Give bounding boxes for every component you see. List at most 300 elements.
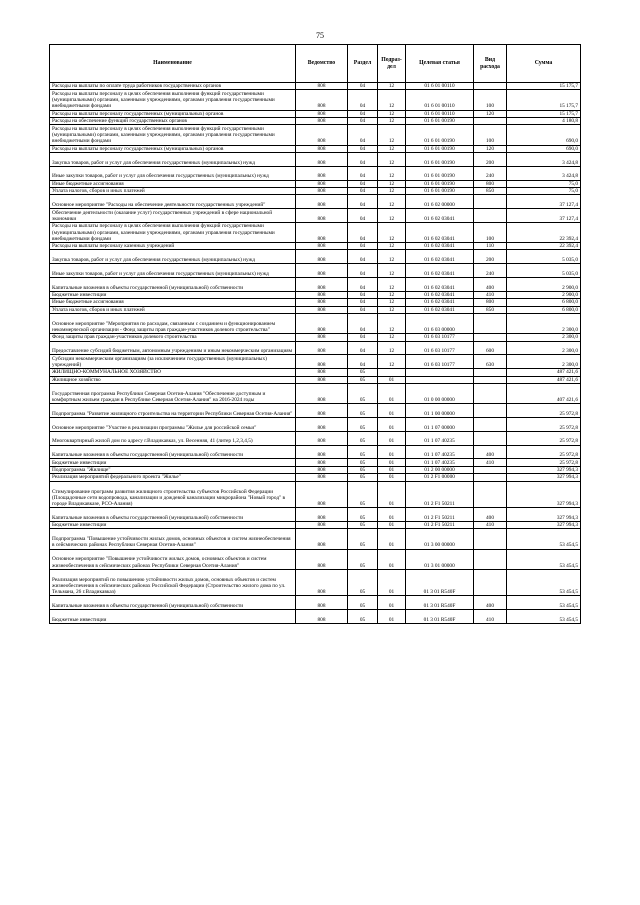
row-section: 04 <box>348 299 378 306</box>
row-exp-type: 400 <box>474 596 507 610</box>
row-exp-type <box>474 83 507 90</box>
row-section: 04 <box>348 243 378 250</box>
row-section: 04 <box>348 334 378 341</box>
row-name: Капитальные вложения в объекты государственной (муниципальной) собственности <box>50 508 296 522</box>
table-row <box>50 596 581 610</box>
row-dept: 808 <box>296 466 348 473</box>
table-row <box>50 384 581 404</box>
row-name: Многоквартирный жилой дом по адресу г.Владикавказ, ул. Весенняя, 41 (литер 1,2,3,4,5) <box>50 431 296 445</box>
row-name: Обеспечение деятельности (оказание услуг) государственных учреждений в сфере национальной экономики <box>50 209 296 223</box>
row-subsection: 12 <box>378 83 406 90</box>
row-section: 05 <box>348 508 378 522</box>
table-row <box>50 369 581 376</box>
row-section: 04 <box>348 209 378 223</box>
row-section: 04 <box>348 180 378 187</box>
row-sum: 6 800,0 <box>507 306 581 313</box>
row-section: 04 <box>348 125 378 145</box>
row-section: 04 <box>348 83 378 90</box>
table-row <box>50 222 581 242</box>
row-name: Уплата налогов, сборов и иных платежей <box>50 306 296 313</box>
row-target: 01 6 01 00190 <box>406 187 474 194</box>
row-sum: 327 994,3 <box>507 481 581 508</box>
row-subsection: 12 <box>378 180 406 187</box>
row-dept: 808 <box>296 278 348 292</box>
row-dept: 808 <box>296 90 348 110</box>
row-section: 05 <box>348 404 378 418</box>
row-name: Подпрограмма "Жилище" <box>50 466 296 473</box>
row-exp-type: 410 <box>474 610 507 624</box>
row-target: 01 2 F1 50211 <box>406 521 474 528</box>
row-name: Закупка товаров, работ и услуг для обеспечения государственных (муниципальных) нужд <box>50 250 296 264</box>
row-target: 01 3 01 R540F <box>406 569 474 596</box>
row-name: Иные бюджетные ассигнования <box>50 299 296 306</box>
row-dept: 808 <box>296 250 348 264</box>
row-target: 01 1 00 00000 <box>406 404 474 418</box>
row-target: 01 1 07 00000 <box>406 417 474 431</box>
row-section: 04 <box>348 195 378 209</box>
row-sum: 3 424,8 <box>507 166 581 180</box>
row-sum: 37 127,4 <box>507 209 581 223</box>
header-name: Наименование <box>50 45 296 83</box>
row-section: 05 <box>348 549 378 569</box>
row-section: 04 <box>348 314 378 334</box>
row-dept: 808 <box>296 264 348 278</box>
row-sum: 5 035,0 <box>507 264 581 278</box>
row-target: 01 2 F1 50211 <box>406 508 474 522</box>
row-subsection: 12 <box>378 222 406 242</box>
row-section: 05 <box>348 481 378 508</box>
table-row <box>50 83 581 90</box>
row-dept: 808 <box>296 481 348 508</box>
table-row <box>50 417 581 431</box>
row-name: Реализация мероприятий федерального проекта "Жилье" <box>50 474 296 481</box>
row-name: Основное мероприятие "Участие в реализации программы "Жилье для российской семьи" <box>50 417 296 431</box>
row-target: 01 2 F1 00000 <box>406 474 474 481</box>
row-name: Капитальные вложения в объекты государственной (муниципальной) собственности <box>50 596 296 610</box>
row-exp-type: 400 <box>474 278 507 292</box>
row-section: 05 <box>348 596 378 610</box>
row-section: 05 <box>348 569 378 596</box>
row-sum: 327 994,3 <box>507 474 581 481</box>
table-row <box>50 376 581 383</box>
row-sum: 690,0 <box>507 145 581 152</box>
table-row <box>50 334 581 341</box>
table-row <box>50 299 581 306</box>
row-target: 01 6 02 03041 <box>406 278 474 292</box>
row-exp-type <box>474 369 507 376</box>
row-target: 01 6 02 03041 <box>406 264 474 278</box>
row-name: Бюджетные инвестиции <box>50 291 296 298</box>
table-row <box>50 209 581 223</box>
header-exp-type: Вид расхода <box>474 45 507 83</box>
row-target: 01 3 01 00000 <box>406 549 474 569</box>
row-target: 01 6 03 10177 <box>406 341 474 355</box>
row-target: 01 1 07 40235 <box>406 431 474 445</box>
budget-table <box>49 44 581 624</box>
row-sum: 53 454,5 <box>507 569 581 596</box>
row-exp-type: 400 <box>474 508 507 522</box>
row-dept: 808 <box>296 569 348 596</box>
row-subsection: 12 <box>378 250 406 264</box>
row-target: 01 2 00 00000 <box>406 466 474 473</box>
row-name: Бюджетные инвестиции <box>50 610 296 624</box>
row-dept: 808 <box>296 459 348 466</box>
row-dept: 808 <box>296 596 348 610</box>
table-row <box>50 117 581 124</box>
row-sum: 3 424,8 <box>507 152 581 166</box>
header-target: Целевая статья <box>406 45 474 83</box>
row-section: 04 <box>348 222 378 242</box>
row-sum: 6 800,0 <box>507 299 581 306</box>
row-sum: 15 175,7 <box>507 90 581 110</box>
row-name: Реализация мероприятий по повышению устойчивости жилых домов, основных объектов и систем жизнеобеспечения в сейсмических районах Российской Федерации (Строительство жилого дома по ул. Тельмана, 26 г.Владикавказ) <box>50 569 296 596</box>
row-sum: 75,0 <box>507 187 581 194</box>
row-subsection: 01 <box>378 549 406 569</box>
row-exp-type: 400 <box>474 445 507 459</box>
row-subsection: 12 <box>378 117 406 124</box>
row-target: 01 6 01 00110 <box>406 90 474 110</box>
row-name: Основное мероприятие "Мероприятия по расходам, связанным с созданием и функционированием некоммерческой организации - Фонд защиты прав граждан-участников долевого строительства" <box>50 314 296 334</box>
row-sum: 37 127,4 <box>507 195 581 209</box>
row-target: 01 6 02 03041 <box>406 299 474 306</box>
row-subsection: 12 <box>378 187 406 194</box>
row-exp-type: 120 <box>474 110 507 117</box>
row-target: 01 6 01 00190 <box>406 180 474 187</box>
row-subsection: 01 <box>378 596 406 610</box>
row-target: 01 6 01 00110 <box>406 83 474 90</box>
row-sum: 25 972,8 <box>507 459 581 466</box>
row-name: Стимулирование программ развития жилищного строительства субъектов Российской Федерации (Площадочные сети водопровода, канализации и дождевой канализации микрорайона "Новый город" в городе Владикавказе, РСО-Алания) <box>50 481 296 508</box>
row-dept: 808 <box>296 474 348 481</box>
row-exp-type <box>474 417 507 431</box>
row-exp-type: 800 <box>474 180 507 187</box>
row-name: Иные закупки товаров, работ и услуг для обеспечения государственных (муниципальных) нужд <box>50 166 296 180</box>
row-subsection: 01 <box>378 610 406 624</box>
row-name: Расходы на выплаты персоналу в целях обеспечения выполнения функций государственными (муниципальными) органами, казенными учреждениями, органами управления государственными внебюджетными фондами <box>50 90 296 110</box>
row-name: Иные закупки товаров, работ и услуг для обеспечения государственных (муниципальных) нужд <box>50 264 296 278</box>
row-target: 01 1 07 40235 <box>406 445 474 459</box>
row-section: 05 <box>348 445 378 459</box>
row-section: 04 <box>348 341 378 355</box>
row-sum: 2 900,0 <box>507 278 581 292</box>
row-target: 01 6 03 10177 <box>406 355 474 369</box>
table-row <box>50 431 581 445</box>
row-subsection: 12 <box>378 264 406 278</box>
row-exp-type: 120 <box>474 145 507 152</box>
row-dept: 808 <box>296 549 348 569</box>
row-dept: 808 <box>296 243 348 250</box>
row-section: 05 <box>348 474 378 481</box>
row-section: 04 <box>348 291 378 298</box>
row-dept: 808 <box>296 180 348 187</box>
table-row <box>50 166 581 180</box>
row-section: 04 <box>348 117 378 124</box>
row-target: 01 6 02 03041 <box>406 291 474 298</box>
table-row <box>50 529 581 549</box>
table-row <box>50 474 581 481</box>
row-sum: 53 454,5 <box>507 549 581 569</box>
row-dept: 808 <box>296 376 348 383</box>
row-exp-type: 200 <box>474 250 507 264</box>
row-subsection: 01 <box>378 404 406 418</box>
row-subsection: 12 <box>378 334 406 341</box>
row-sum: 487 421,6 <box>507 376 581 383</box>
table-header-row <box>50 45 581 83</box>
row-subsection: 01 <box>378 384 406 404</box>
table-row <box>50 306 581 313</box>
row-name: Подпрограмма "Повышение устойчивости жилых домов, основных объектов и систем жизнеобеспечения в сейсмических районах Республики Северная Осетия-Алания" <box>50 529 296 549</box>
row-subsection: 01 <box>378 431 406 445</box>
row-dept: 808 <box>296 334 348 341</box>
table-row <box>50 459 581 466</box>
table-body <box>50 83 581 624</box>
row-exp-type <box>474 195 507 209</box>
row-section: 05 <box>348 369 378 376</box>
table-row <box>50 250 581 264</box>
header-section: Раздел <box>348 45 378 83</box>
row-target: 01 6 02 03041 <box>406 209 474 223</box>
row-section: 05 <box>348 431 378 445</box>
row-dept: 808 <box>296 145 348 152</box>
row-target: 01 6 01 00190 <box>406 125 474 145</box>
row-dept: 808 <box>296 314 348 334</box>
row-subsection: 01 <box>378 376 406 383</box>
header-sum: Сумма <box>507 45 581 83</box>
row-target <box>406 369 474 376</box>
row-sum: 22 392,4 <box>507 222 581 242</box>
row-sum: 25 972,8 <box>507 445 581 459</box>
row-dept: 808 <box>296 404 348 418</box>
row-sum: 327 994,3 <box>507 521 581 528</box>
row-dept: 808 <box>296 125 348 145</box>
row-target: 01 3 01 R540F <box>406 610 474 624</box>
row-exp-type: 240 <box>474 264 507 278</box>
row-name: Расходы на выплаты по оплате труда работников государственных органов <box>50 83 296 90</box>
row-name: Закупка товаров, работ и услуг для обеспечения государственных (муниципальных) нужд <box>50 152 296 166</box>
row-section: 04 <box>348 264 378 278</box>
page-number: 75 <box>316 31 324 40</box>
row-exp-type <box>474 529 507 549</box>
row-dept: 808 <box>296 341 348 355</box>
row-subsection: 01 <box>378 459 406 466</box>
row-subsection: 12 <box>378 278 406 292</box>
row-subsection: 01 <box>378 466 406 473</box>
row-name: ЖИЛИЩНО-КОММУНАЛЬНОЕ ХОЗЯЙСТВО <box>50 369 296 376</box>
row-name: Уплата налогов, сборов и иных платежей <box>50 187 296 194</box>
table-row <box>50 195 581 209</box>
row-sum: 15 175,7 <box>507 110 581 117</box>
row-subsection: 01 <box>378 445 406 459</box>
row-sum: 53 454,5 <box>507 596 581 610</box>
row-sum: 327 994,3 <box>507 466 581 473</box>
row-section: 04 <box>348 250 378 264</box>
row-name: Капитальные вложения в объекты государственной (муниципальной) собственности <box>50 278 296 292</box>
row-section: 04 <box>348 90 378 110</box>
row-section: 04 <box>348 110 378 117</box>
row-name: Основное мероприятие "Расходы на обеспечение деятельности государственных учреждений" <box>50 195 296 209</box>
row-dept: 808 <box>296 431 348 445</box>
row-name: Жилищное хозяйство <box>50 376 296 383</box>
table-row <box>50 481 581 508</box>
row-target: 01 6 03 10177 <box>406 334 474 341</box>
row-subsection: 01 <box>378 508 406 522</box>
row-exp-type <box>474 376 507 383</box>
row-sum: 22 392,4 <box>507 243 581 250</box>
row-subsection: 12 <box>378 314 406 334</box>
row-section: 05 <box>348 459 378 466</box>
row-exp-type: 100 <box>474 90 507 110</box>
header-dept: Ведомство <box>296 45 348 83</box>
row-exp-type: 850 <box>474 306 507 313</box>
row-section: 04 <box>348 166 378 180</box>
table-row <box>50 180 581 187</box>
row-exp-type: 240 <box>474 166 507 180</box>
row-name: Расходы на выплаты персоналу в целях обеспечения выполнения функций государственными (муниципальными) органами, казенными учреждениями, органами управления государственными внебюджетными фондами <box>50 222 296 242</box>
header-subsection: Подраз-дел <box>378 45 406 83</box>
row-subsection: 12 <box>378 110 406 117</box>
row-target: 01 6 01 00190 <box>406 166 474 180</box>
table-row <box>50 243 581 250</box>
row-target: 01 2 F1 50211 <box>406 481 474 508</box>
row-section: 04 <box>348 145 378 152</box>
row-sum: 25 972,8 <box>507 404 581 418</box>
row-section: 05 <box>348 529 378 549</box>
table-row <box>50 152 581 166</box>
row-exp-type: 410 <box>474 459 507 466</box>
row-exp-type <box>474 117 507 124</box>
row-target: 01 3 00 00000 <box>406 529 474 549</box>
row-subsection <box>378 369 406 376</box>
row-dept: 808 <box>296 291 348 298</box>
row-section: 04 <box>348 187 378 194</box>
row-dept: 808 <box>296 610 348 624</box>
row-target <box>406 376 474 383</box>
row-sum: 53 454,5 <box>507 610 581 624</box>
row-target: 01 6 01 00110 <box>406 110 474 117</box>
row-section: 05 <box>348 417 378 431</box>
row-exp-type <box>474 404 507 418</box>
table-row <box>50 125 581 145</box>
row-exp-type: 850 <box>474 187 507 194</box>
row-subsection: 01 <box>378 529 406 549</box>
row-dept: 808 <box>296 83 348 90</box>
table-row <box>50 341 581 355</box>
row-name: Государственная программа Республики Северная Осетия-Алания "Обеспечение доступным и комфортным жильем граждан в Республике Северная Осетия-Алания" на 2016-2024 годы <box>50 384 296 404</box>
row-subsection: 12 <box>378 152 406 166</box>
row-exp-type <box>474 431 507 445</box>
row-sum: 327 994,3 <box>507 508 581 522</box>
row-target: 01 1 07 40235 <box>406 459 474 466</box>
row-sum: 2 300,0 <box>507 334 581 341</box>
row-target: 01 6 01 00190 <box>406 117 474 124</box>
table-row <box>50 278 581 292</box>
row-target: 01 6 02 03041 <box>406 222 474 242</box>
table-row <box>50 187 581 194</box>
row-name: Расходы на выплаты персоналу государственных (муниципальных) органов <box>50 110 296 117</box>
row-dept: 808 <box>296 355 348 369</box>
table-row <box>50 145 581 152</box>
table-row <box>50 610 581 624</box>
row-dept: 808 <box>296 417 348 431</box>
row-sum: 2 300,0 <box>507 314 581 334</box>
row-exp-type: 110 <box>474 243 507 250</box>
row-name: Капитальные вложения в объекты государственной (муниципальной) собственности <box>50 445 296 459</box>
row-name: Субсидии некоммерческим организациям (за исключением государственных (муниципальных) учреждений) <box>50 355 296 369</box>
row-subsection: 01 <box>378 474 406 481</box>
table-row <box>50 264 581 278</box>
row-exp-type: 600 <box>474 341 507 355</box>
row-subsection: 12 <box>378 209 406 223</box>
row-sum: 75,0 <box>507 180 581 187</box>
row-exp-type: 630 <box>474 355 507 369</box>
row-dept: 808 <box>296 508 348 522</box>
row-name: Расходы на обеспечение функций государственных органов <box>50 117 296 124</box>
row-sum: 53 454,5 <box>507 529 581 549</box>
row-section: 05 <box>348 466 378 473</box>
row-dept: 808 <box>296 445 348 459</box>
table-row <box>50 445 581 459</box>
row-exp-type: 410 <box>474 291 507 298</box>
row-subsection: 01 <box>378 417 406 431</box>
row-name: Бюджетные инвестиции <box>50 459 296 466</box>
row-subsection: 01 <box>378 521 406 528</box>
row-section: 04 <box>348 355 378 369</box>
row-dept: 808 <box>296 521 348 528</box>
row-target: 01 6 02 03041 <box>406 306 474 313</box>
row-section: 05 <box>348 384 378 404</box>
row-target: 01 6 03 00000 <box>406 314 474 334</box>
row-dept: 808 <box>296 195 348 209</box>
row-section: 04 <box>348 278 378 292</box>
row-subsection: 01 <box>378 569 406 596</box>
row-section: 04 <box>348 306 378 313</box>
row-dept: 808 <box>296 110 348 117</box>
row-exp-type: 410 <box>474 521 507 528</box>
row-dept: 808 <box>296 529 348 549</box>
row-dept: 808 <box>296 222 348 242</box>
row-subsection: 01 <box>378 481 406 508</box>
row-exp-type <box>474 549 507 569</box>
row-target: 01 3 01 R540F <box>406 596 474 610</box>
row-subsection: 12 <box>378 90 406 110</box>
row-dept: 808 <box>296 152 348 166</box>
table-row <box>50 314 581 334</box>
row-sum: 2 900,0 <box>507 291 581 298</box>
row-dept: 808 <box>296 299 348 306</box>
row-name: Расходы на выплаты персоналу в целях обеспечения выполнения функций государственными (муниципальными) органами, казенными учреждениями, органами управления государственными внебюджетными фондами <box>50 125 296 145</box>
row-name: Иные бюджетные ассигнования <box>50 180 296 187</box>
table-row <box>50 404 581 418</box>
row-subsection: 12 <box>378 145 406 152</box>
table-row <box>50 90 581 110</box>
row-name: Основное мероприятие "Повышение устойчивости жилых домов, основных объектов и систем жизнеобеспечения в сейсмических районах Республики Северная Осетия-Алания" <box>50 549 296 569</box>
table-row <box>50 549 581 569</box>
row-exp-type <box>474 314 507 334</box>
row-exp-type <box>474 334 507 341</box>
row-exp-type <box>474 474 507 481</box>
row-exp-type <box>474 569 507 596</box>
row-subsection: 12 <box>378 299 406 306</box>
row-exp-type: 100 <box>474 222 507 242</box>
row-target: 01 6 02 03041 <box>406 250 474 264</box>
row-subsection: 12 <box>378 355 406 369</box>
row-section: 05 <box>348 376 378 383</box>
row-name: Расходы на выплаты персоналу казенных учреждений <box>50 243 296 250</box>
row-dept: 808 <box>296 166 348 180</box>
row-sum: 407 421,6 <box>507 384 581 404</box>
row-name: Предоставление субсидий бюджетным, автономным учреждениям и иным некоммерческим организациям <box>50 341 296 355</box>
table-row <box>50 110 581 117</box>
